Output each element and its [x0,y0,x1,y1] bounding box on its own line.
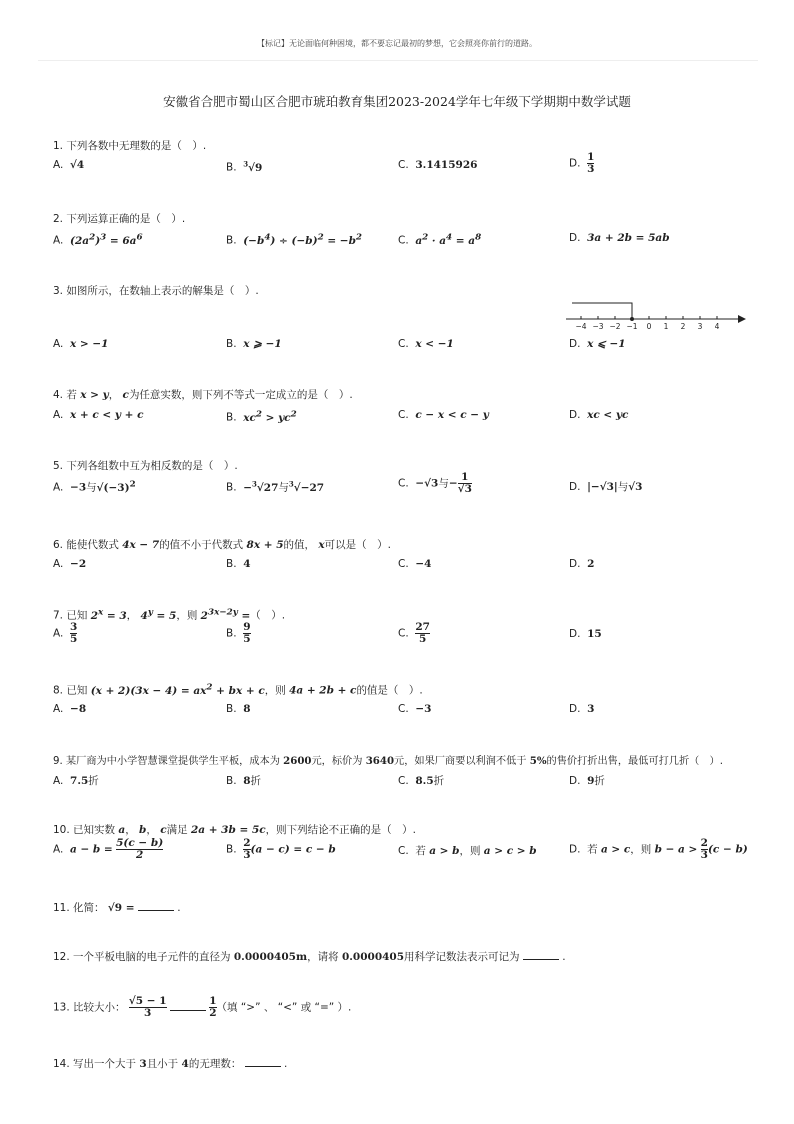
number-line-ticks [575,316,719,331]
q1-option-d[interactable]: D. $\frac{1}{3}$ [569,151,595,176]
question-10: 10. 已知实数 a， b， c满足 2a + 3b = 5c，则下列结论不正确的是（ ）. [53,824,416,836]
q7-option-a[interactable]: A. $\frac{3}{5}$ [53,621,78,646]
q3-option-b[interactable]: B. x ⩾ −1 [226,338,282,350]
q8-option-d[interactable]: D. 3 [569,703,595,715]
tick-label: −4 [575,322,587,331]
question-14: 14. 写出一个大于 3且小于 4的无理数： . [53,1058,288,1070]
q6-option-c[interactable]: C. −4 [398,558,432,570]
question-11: 11. 化简： √9 = . [53,902,181,914]
tick-label: −3 [592,322,604,331]
q10-option-c[interactable]: C. 若 a > b，则 a > c > b [398,845,537,857]
q4-option-c[interactable]: C. c − x < c − y [398,409,489,421]
q3-option-c[interactable]: C. x < −1 [398,338,454,350]
q4-option-a[interactable]: A. x + c < y + c [53,409,144,421]
tick-label: 3 [697,322,703,331]
answer-blank-11[interactable] [138,900,174,911]
q2-option-b[interactable]: B. $(-b^4) \div (-b)^2 = -b^2$ [226,232,363,247]
q1-option-b[interactable]: B. $^3$√9 [226,159,263,174]
q5-option-d[interactable]: D. |−√3|与√3 [569,481,643,493]
question-12: 12. 一个平板电脑的电子元件的直径为 0.0000405m，请将 0.0000405用科学记数法表示可记为 . [53,951,566,963]
q4-option-b[interactable]: B. $xc^2 > yc^2$ [226,409,297,424]
answer-blank-14[interactable] [245,1056,281,1067]
q3-option-a[interactable]: A. x > −1 [53,338,109,350]
tick-label: 4 [714,322,720,331]
tick-label: 0 [646,322,652,331]
page-title: 安徽省合肥市蜀山区合肥市琥珀教育集团2023-2024学年七年级下学期期中数学试题 [163,94,631,109]
question-13: 13. 比较大小： $\frac{√5 - 1}{3}$ $\frac{1}{2}$ （填 “>” 、 “<” 或 “=” ）. [53,995,352,1020]
question-2: 2. 下列运算正确的是（ ）. [53,213,186,225]
question-7: 7. 已知 $2^x = 3$， $4^y = 5$，则 $2^{3x-2y}$ =（ ）. [53,607,286,622]
q8-option-b[interactable]: B. 8 [226,703,251,715]
q2-option-d[interactable]: D. 3a + 2b = 5ab [569,232,670,244]
tick-label: −1 [626,322,638,331]
q5-option-c[interactable]: C. −√3与− $\frac{1}{√3}$ [398,471,472,496]
question-3: 3. 如图所示，在数轴上表示的解集是（ ）. [53,285,259,297]
q5-option-b[interactable]: B. −$^3$√27与$^3$√−27 [226,479,325,494]
q7-option-c[interactable]: C. $\frac{27}{5}$ [398,621,430,646]
q8-option-a[interactable]: A. −8 [53,703,87,715]
tick-label: 1 [663,322,669,331]
q10-option-d[interactable]: D. 若 a > c，则 b − a > $\frac{2}{3}$ (c − b) [569,837,748,862]
number-line-figure [562,298,746,334]
q6-option-d[interactable]: D. 2 [569,558,595,570]
q2-option-c[interactable]: C. $a^2 \cdot a^4 = a^8$ [398,232,482,247]
axis-arrow-icon [738,315,746,323]
q6-option-b[interactable]: B. 4 [226,558,251,570]
q9-option-a[interactable]: A. 7.5折 [53,775,99,787]
header-divider [38,60,758,61]
q9-option-b[interactable]: B. 8折 [226,775,262,787]
q6-option-a[interactable]: A. −2 [53,558,87,570]
answer-blank-13[interactable] [170,1000,206,1011]
q10-option-b[interactable]: B. $\frac{2}{3}$ (a − c) = c − b [226,837,336,862]
question-4: 4. 若 x > y， c为任意实数，则下列不等式一定成立的是（ ）. [53,389,353,401]
question-1: 1. 下列各数中无理数的是（ ）. [53,140,207,152]
q8-option-c[interactable]: C. −3 [398,703,432,715]
q2-option-a[interactable]: A. $(2a^2)^3 = 6a^6$ [53,232,143,247]
question-6: 6. 能使代数式 4x − 7的值不小于代数式 8x + 5的值， x可以是（ ）. [53,539,391,551]
q9-option-c[interactable]: C. 8.5折 [398,775,445,787]
q7-option-b[interactable]: B. $\frac{9}{5}$ [226,621,251,646]
question-8: 8. 已知 $(x + 2)(3x - 4) = ax^2$ + bx + c，则 4a + 2b + c的值是（ ）. [53,682,423,697]
tick-label: −2 [609,322,621,331]
question-9: 9. 某厂商为中小学智慧课堂提供学生平板，成本为 2600元，标价为 3640元，如果厂商要以利润不低于 5%的售价打折出售，最低可打几折（ ）. [53,755,723,767]
q1-option-a[interactable]: A. √4 [53,159,85,171]
q1-option-c[interactable]: C. 3.1415926 [398,159,478,171]
motto-banner: 【标记】无论面临何种困境，都不要忘记最初的梦想，它会照亮你前行的道路。 [257,39,537,48]
answer-blank-12[interactable] [523,949,559,960]
q4-option-d[interactable]: D. xc < yc [569,409,629,421]
q3-option-d[interactable]: D. x ⩽ −1 [569,338,626,350]
q7-option-d[interactable]: D. 15 [569,628,602,640]
question-5: 5. 下列各组数中互为相反数的是（ ）. [53,460,238,472]
q5-option-a[interactable]: A. −3与$√(-3)^2$ [53,479,136,494]
tick-label: 2 [680,322,686,331]
q9-option-d[interactable]: D. 9折 [569,775,605,787]
q10-option-a[interactable]: A. a − b = $\frac{5(c - b)}{2}$ [53,837,164,862]
